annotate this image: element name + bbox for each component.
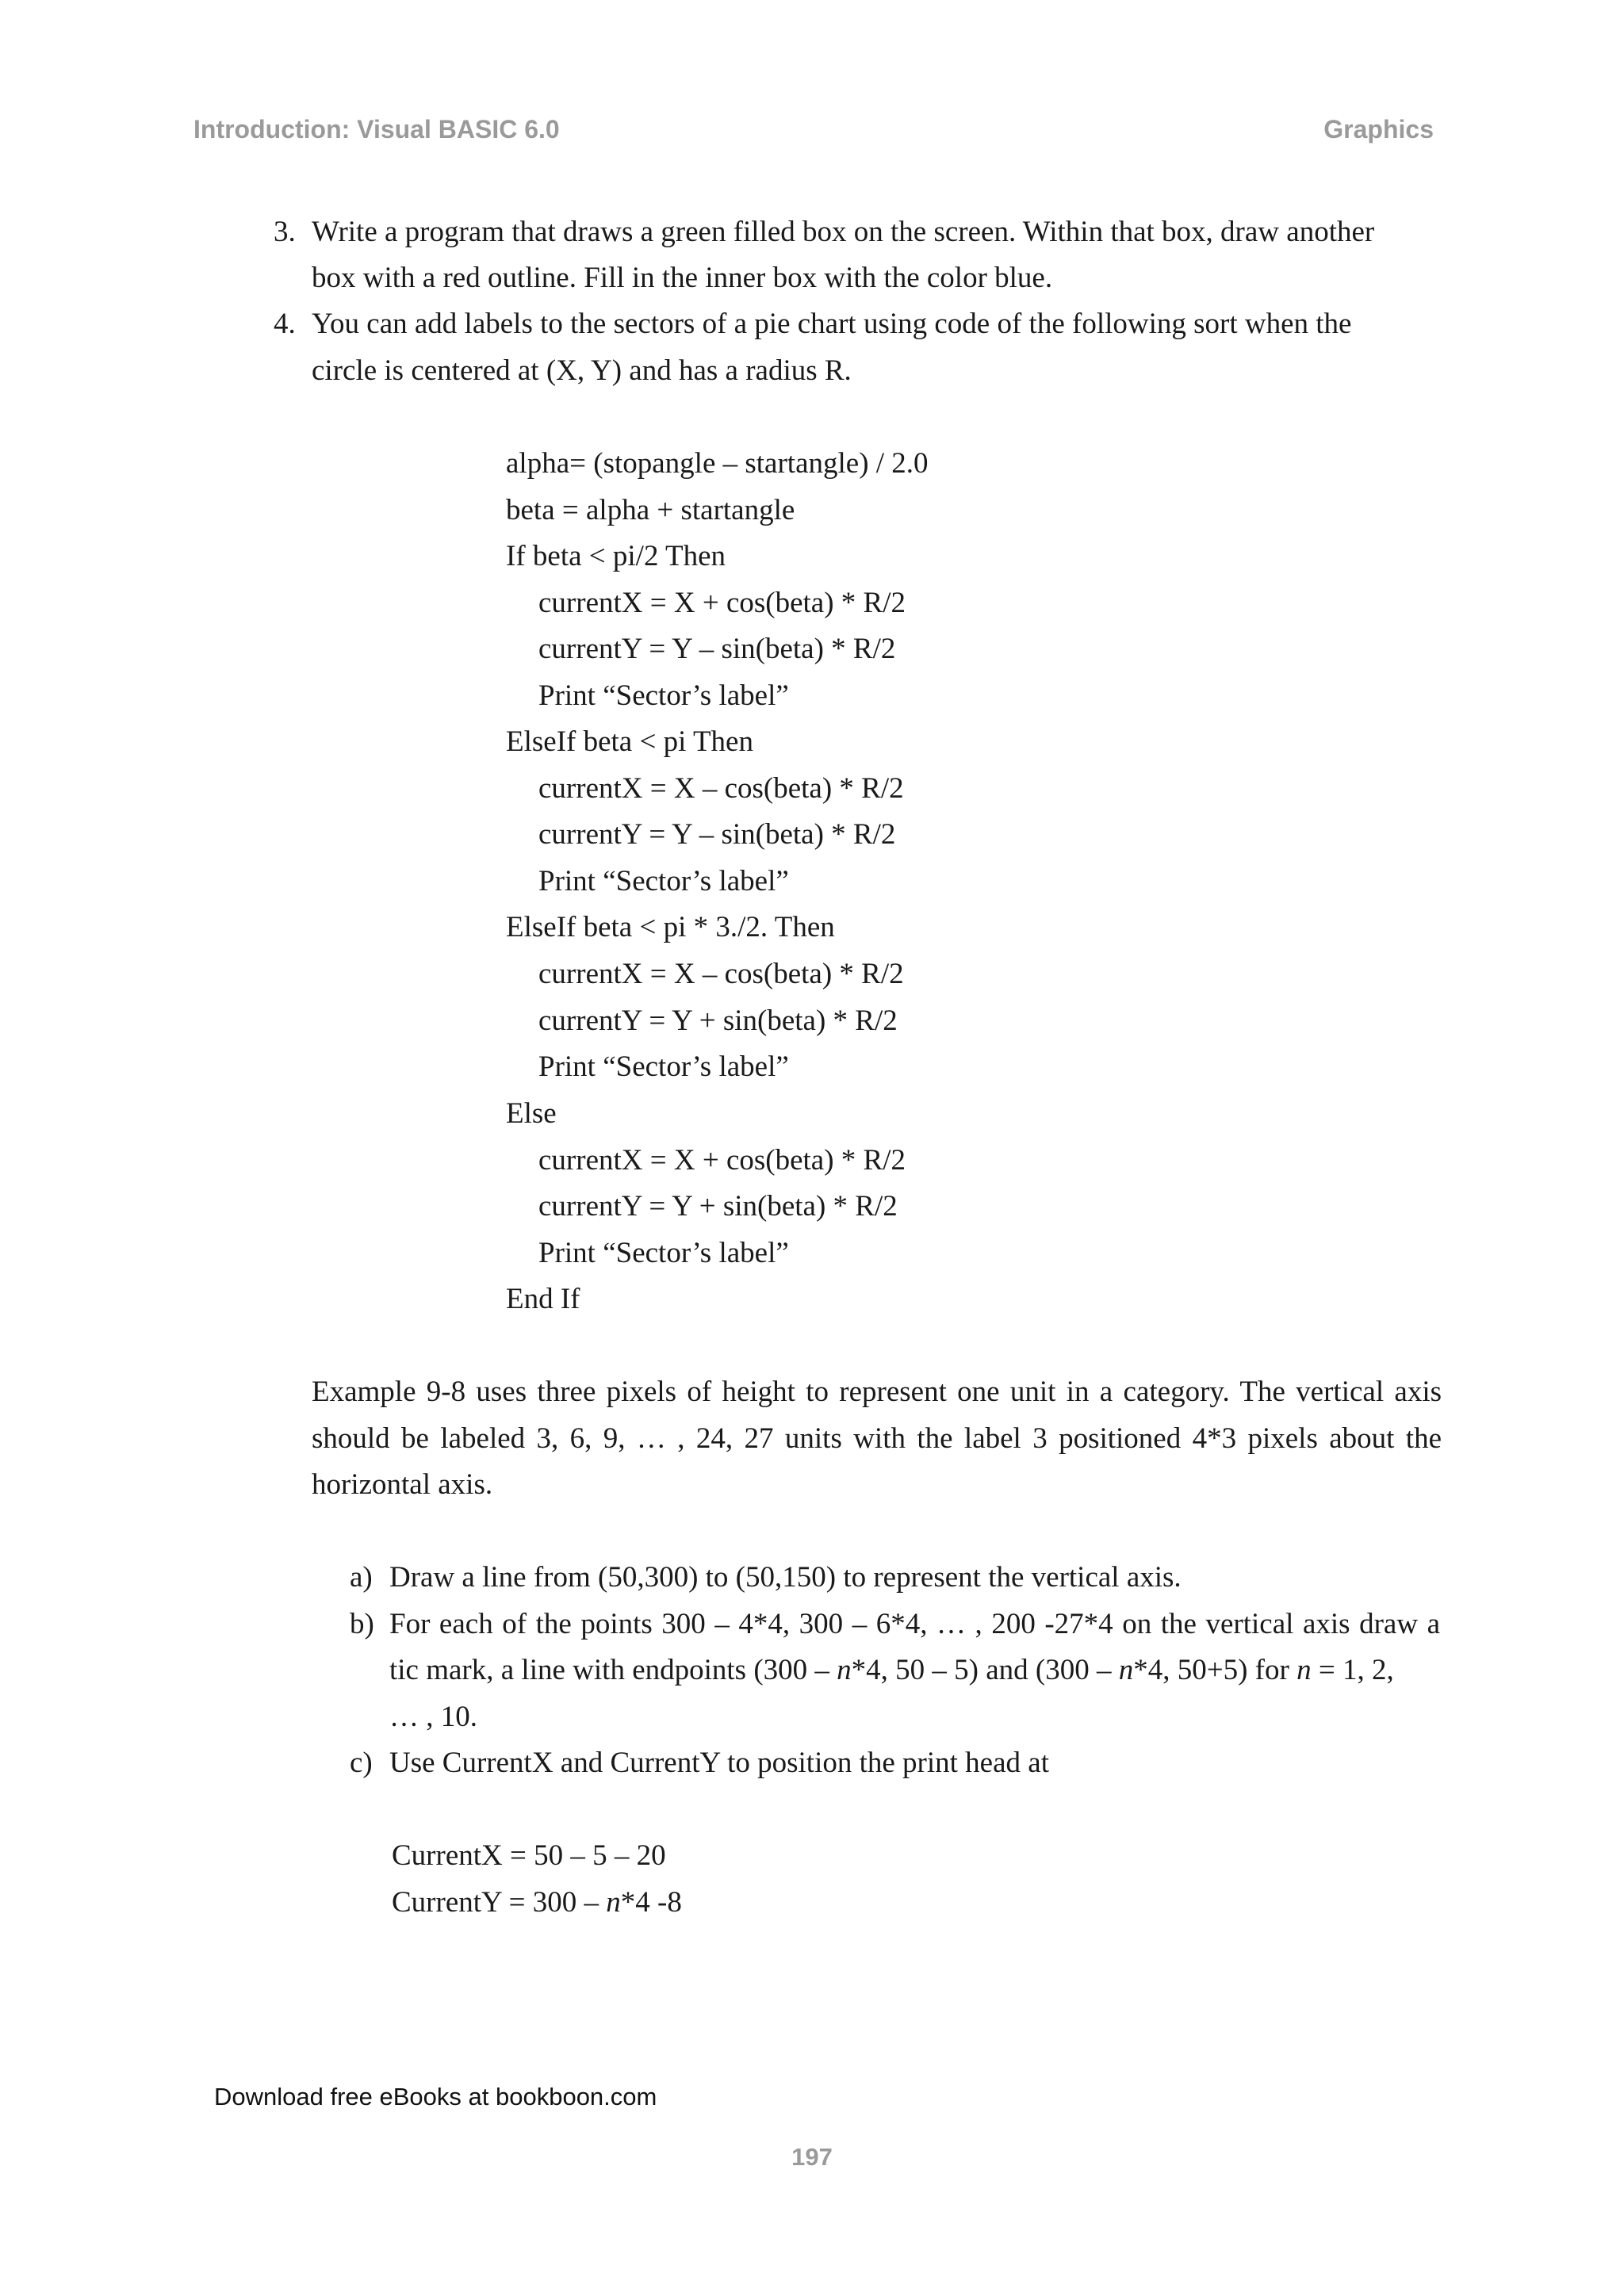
code-line: currentX = X – cos(beta) * R/2 (538, 772, 904, 805)
exercise-number: 3. (274, 216, 296, 248)
step-text: … , 10. (389, 1701, 477, 1733)
variable-n: n (1297, 1654, 1312, 1686)
code-line: If beta < pi/2 Then (506, 540, 726, 572)
code-line: currentY = Y – sin(beta) * R/2 (538, 818, 896, 851)
code-line: alpha= (stopangle – startangle) / 2.0 (506, 447, 929, 480)
download-link[interactable]: Download free eBooks at bookboon.com (214, 2083, 657, 2110)
paragraph-line: Example 9-8 uses three pixels of height to represent one unit in a category. The vertical axis (312, 1376, 1442, 1408)
code-line: beta = alpha + startangle (506, 494, 795, 526)
step-text: tic mark, a line with endpoints (300 – n*4, 50 – 5) and (300 – n*4, 50+5) for n = 1, 2, (389, 1654, 1394, 1686)
code-line: ElseIf beta < pi * 3./2. Then (506, 911, 835, 943)
step-label: a) (350, 1561, 373, 1594)
exercise-text-line: Write a program that draws a green filled box on the screen. Within that box, draw another (312, 216, 1375, 248)
code-line: Print “Sector’s label” (538, 679, 789, 712)
step-text: Use CurrentX and CurrentY to position the print head at (389, 1747, 1049, 1779)
paragraph-line: should be labeled 3, 6, 9, … , 24, 27 units with the label 3 positioned 4*3 pixels about the (312, 1422, 1442, 1455)
code-line: Else (506, 1097, 557, 1130)
step-text: Draw a line from (50,300) to (50,150) to represent the vertical axis. (389, 1561, 1182, 1594)
variable-n: n (1118, 1654, 1134, 1686)
code-line: currentX = X + cos(beta) * R/2 (538, 1144, 906, 1177)
exercise-text-line: You can add labels to the sectors of a pie chart using code of the following sort when the (312, 308, 1352, 340)
step-label: b) (350, 1608, 374, 1640)
exercise-number: 4. (274, 308, 296, 340)
formula-line: CurrentX = 50 – 5 – 20 (392, 1839, 666, 1872)
code-line: currentY = Y + sin(beta) * R/2 (538, 1190, 898, 1223)
code-line: Print “Sector’s label” (538, 865, 789, 897)
code-line: Print “Sector’s label” (538, 1237, 789, 1269)
step-text: For each of the points 300 – 4*4, 300 – 6*4, … , 200 -27*4 on the vertical axis draw a (389, 1608, 1440, 1640)
exercise-text-line: circle is centered at (X, Y) and has a radius R. (312, 354, 852, 387)
code-line: currentX = X – cos(beta) * R/2 (538, 958, 904, 990)
code-line: End If (506, 1283, 580, 1315)
code-line: currentY = Y – sin(beta) * R/2 (538, 633, 896, 665)
page-number: 197 (791, 2143, 833, 2171)
running-header-left: Introduction: Visual BASIC 6.0 (193, 115, 560, 144)
running-header-right: Graphics (1323, 115, 1434, 144)
variable-n: n (606, 1886, 621, 1919)
code-line: currentX = X + cos(beta) * R/2 (538, 587, 906, 619)
step-label: c) (350, 1747, 373, 1779)
code-line: ElseIf beta < pi Then (506, 725, 753, 758)
formula-line: CurrentY = 300 – n*4 -8 (392, 1886, 682, 1919)
code-line: Print “Sector’s label” (538, 1050, 789, 1083)
variable-n: n (837, 1654, 852, 1686)
code-line: currentY = Y + sin(beta) * R/2 (538, 1004, 898, 1037)
paragraph-line: horizontal axis. (312, 1468, 493, 1501)
exercise-text-line: box with a red outline. Fill in the inner box with the color blue. (312, 262, 1053, 294)
